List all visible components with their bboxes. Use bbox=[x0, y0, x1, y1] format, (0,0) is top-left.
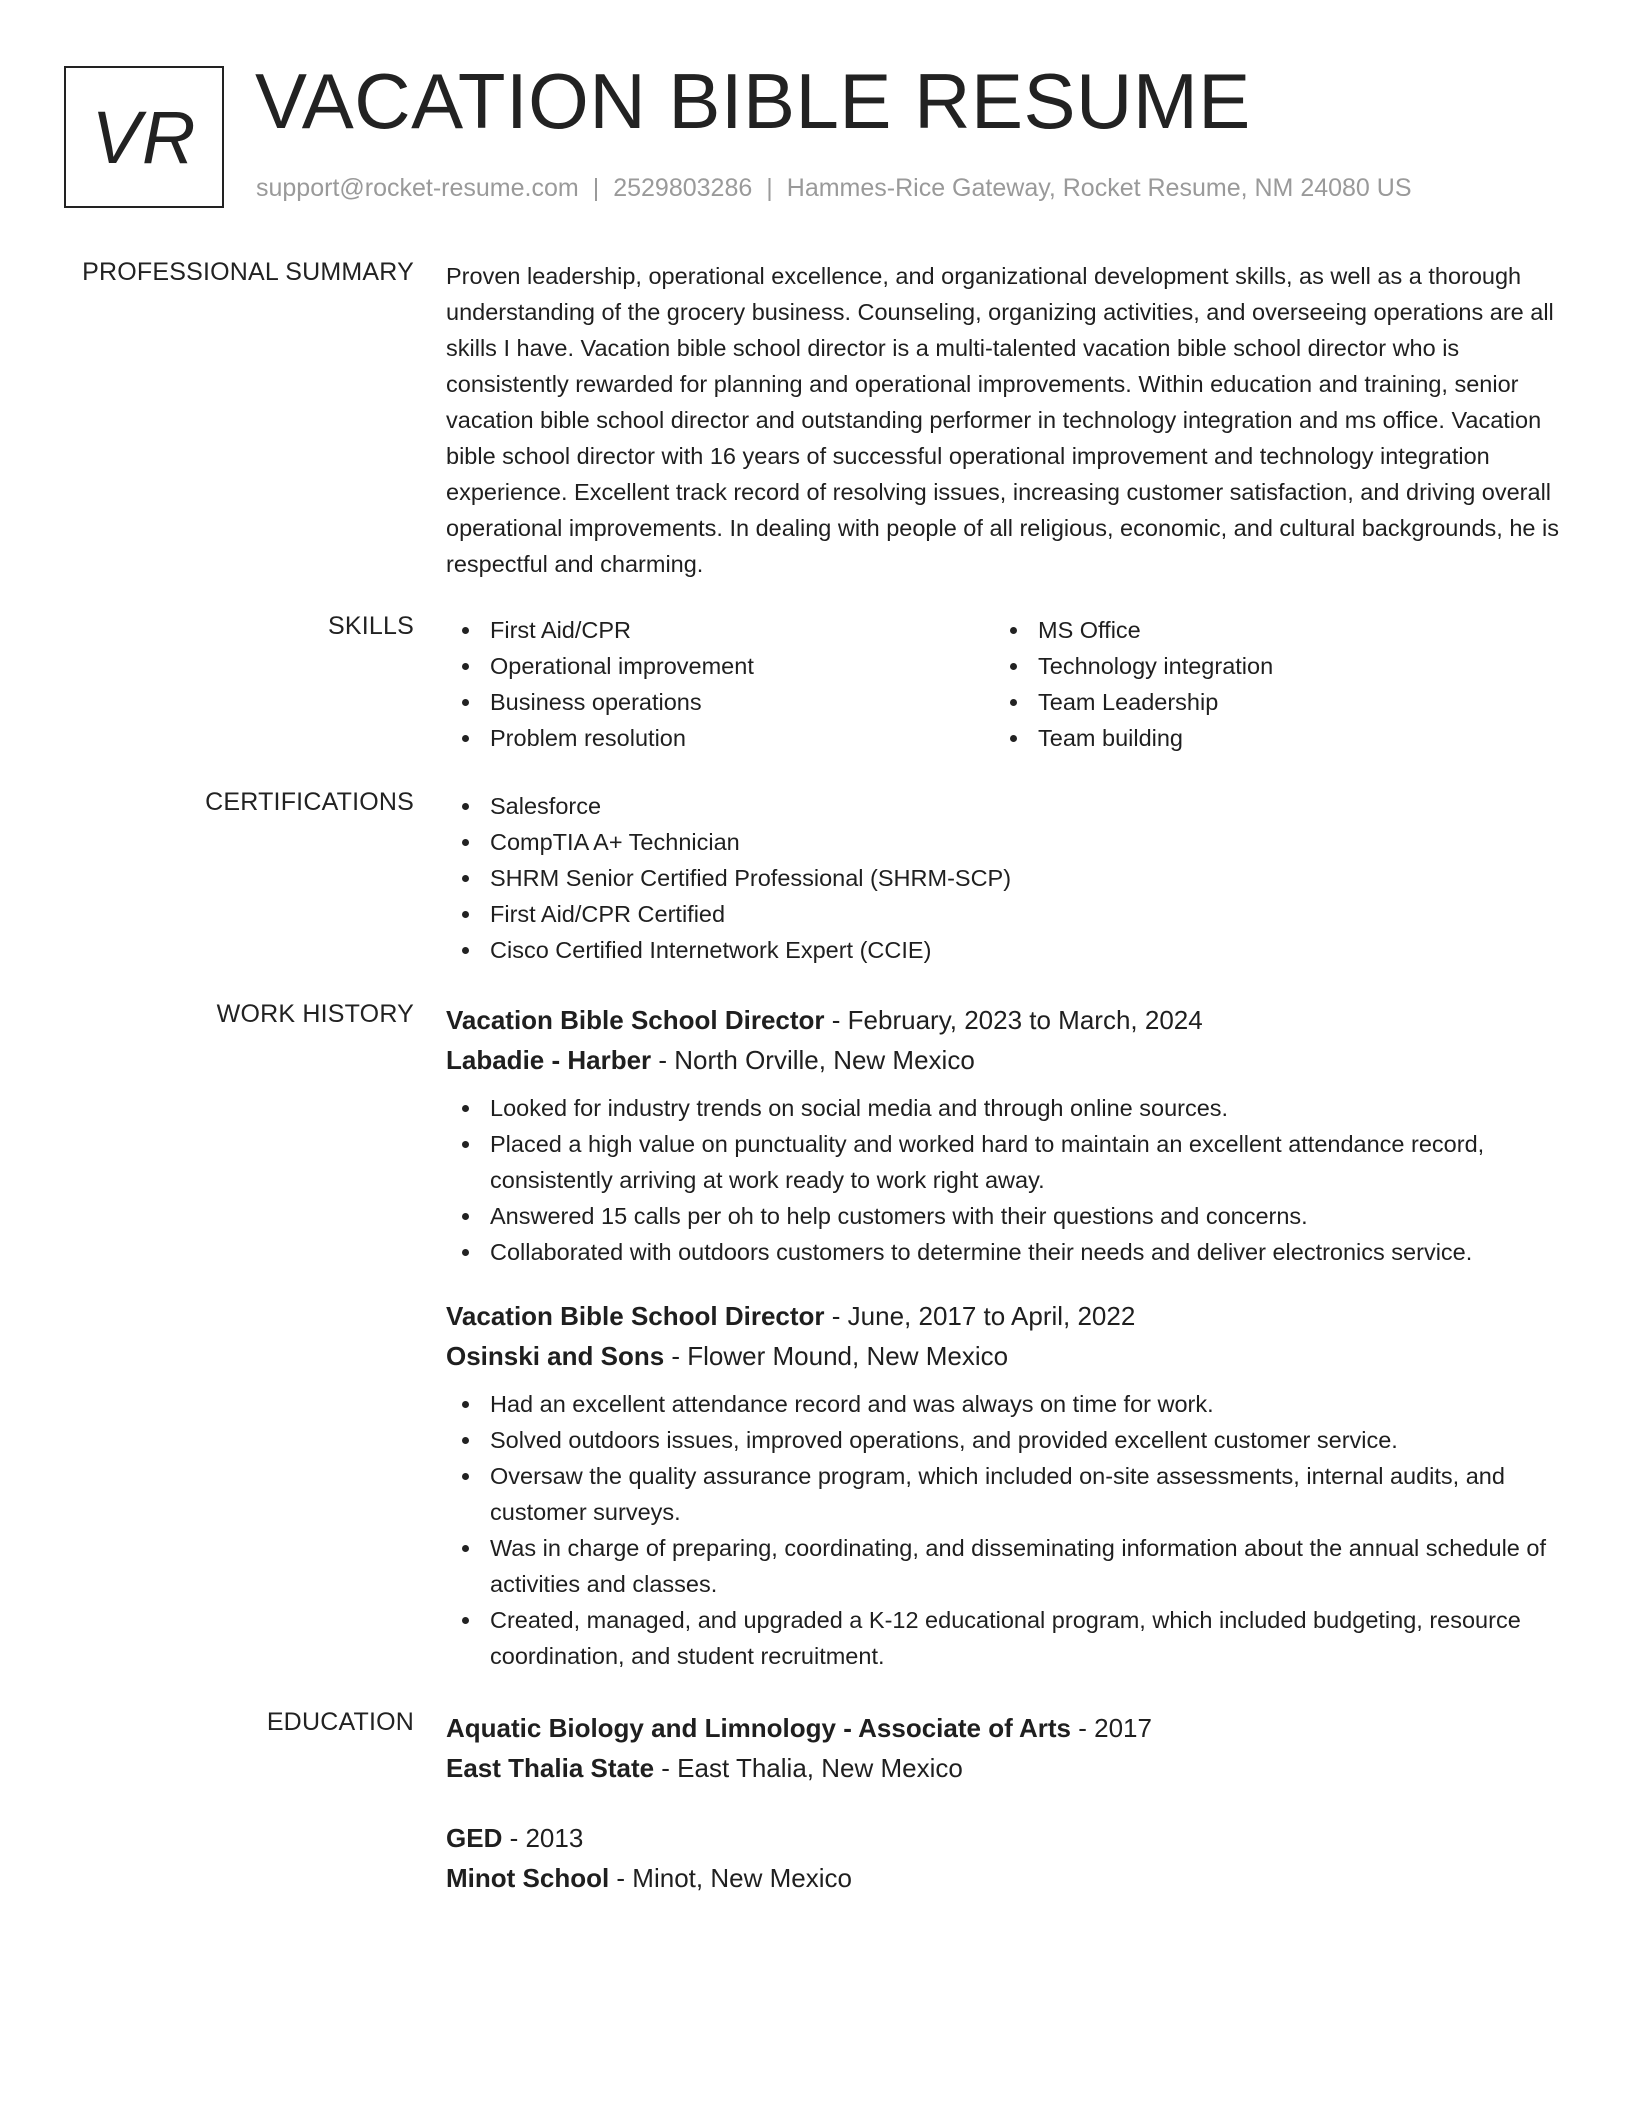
education-year: - 2013 bbox=[502, 1823, 584, 1853]
job-dates: - February, 2023 to March, 2024 bbox=[824, 1005, 1203, 1035]
certification-item: Cisco Certified Internetwork Expert (CCIE) bbox=[446, 932, 1566, 968]
job-entry bbox=[446, 1296, 1566, 1674]
education-location: - Minot, New Mexico bbox=[609, 1863, 852, 1893]
education-content bbox=[446, 1708, 1566, 1898]
job-location: - Flower Mound, New Mexico bbox=[664, 1341, 1009, 1371]
skill-item: Team building bbox=[994, 720, 1542, 756]
contact-phone[interactable]: 2529803286 bbox=[613, 174, 753, 202]
contact-email[interactable]: support@rocket-resume.com bbox=[256, 174, 579, 202]
contact-separator: | bbox=[766, 174, 773, 202]
education-school-line bbox=[446, 1858, 1566, 1898]
education-school: Minot School bbox=[446, 1863, 610, 1893]
skill-item: Technology integration bbox=[994, 648, 1542, 684]
certification-item: SHRM Senior Certified Professional (SHRM-SCP) bbox=[446, 860, 1566, 896]
education-heading bbox=[446, 1818, 1566, 1858]
job-heading bbox=[446, 1296, 1566, 1336]
job-duty: Answered 15 calls per oh to help customers with their questions and concerns. bbox=[446, 1198, 1566, 1234]
job-duty: Oversaw the quality assurance program, which included on-site assessments, internal audits, and customer surveys. bbox=[446, 1458, 1566, 1530]
education-entry bbox=[446, 1708, 1566, 1788]
skill-item: Operational improvement bbox=[446, 648, 994, 684]
education-school: East Thalia State bbox=[446, 1753, 655, 1783]
contact-separator: | bbox=[592, 174, 600, 202]
certification-item: First Aid/CPR Certified bbox=[446, 896, 1566, 932]
skills-column-2 bbox=[994, 612, 1542, 756]
section-label-education: EDUCATION bbox=[266, 1708, 414, 1736]
job-company: Labadie - Harber bbox=[446, 1045, 652, 1075]
skill-item: Problem resolution bbox=[446, 720, 994, 756]
job-duty: Was in charge of preparing, coordinating, and disseminating information about the annual schedule of activities and classes. bbox=[446, 1530, 1566, 1602]
job-entry bbox=[446, 1000, 1566, 1270]
job-duty: Created, managed, and upgraded a K-12 educational program, which included budgeting, resource coordination, and student recruitment. bbox=[446, 1602, 1566, 1674]
job-duty: Solved outdoors issues, improved operations, and provided excellent customer service. bbox=[446, 1422, 1566, 1458]
job-duty: Placed a high value on punctuality and worked hard to maintain an excellent attendance record, consistently arriving at work ready to work right away. bbox=[446, 1126, 1566, 1198]
resume-name: VACATION BIBLE RESUME bbox=[255, 57, 1251, 145]
certification-item: CompTIA A+ Technician bbox=[446, 824, 1566, 860]
job-duty: Looked for industry trends on social media and through online sources. bbox=[446, 1090, 1566, 1126]
job-employer-line bbox=[446, 1336, 1566, 1376]
education-degree: Aquatic Biology and Limnology - Associate of Arts bbox=[446, 1713, 1072, 1743]
job-duty: Had an excellent attendance record and was always on time for work. bbox=[446, 1386, 1566, 1422]
job-location: - North Orville, New Mexico bbox=[651, 1045, 975, 1075]
skills-grid bbox=[446, 612, 1566, 756]
job-duties-list bbox=[446, 1090, 1566, 1270]
monogram-box bbox=[64, 66, 224, 208]
certification-item: Salesforce bbox=[446, 788, 1566, 824]
education-entry bbox=[446, 1818, 1566, 1898]
section-label-skills: SKILLS bbox=[328, 612, 414, 640]
summary-text: Proven leadership, operational excellence, and organizational development skills, as well as a thorough understanding of the grocery business. Counseling, organizing activities, and overseeing operations are all skills I have. Vacation bible school director is a multi-talented vacation bible school director who is consistently rewarded for planning and operational improvements. Within education and training, senior vacation bible school director and outstanding performer in technology integration and ms office. Vacation bible school director with 16 years of successful operational improvement and technology integration experience. Excellent track record of resolving issues, increasing customer satisfaction, and driving overall operational improvements. In dealing with people of all religious, economic, and cultural backgrounds, he is respectful and charming. bbox=[446, 263, 1559, 577]
job-title: Vacation Bible School Director bbox=[446, 1301, 825, 1331]
education-degree: GED bbox=[446, 1823, 503, 1853]
skills-column-1 bbox=[446, 612, 994, 756]
monogram-initials: VR bbox=[91, 95, 197, 179]
job-employer-line bbox=[446, 1040, 1566, 1080]
job-dates: - June, 2017 to April, 2022 bbox=[824, 1301, 1136, 1331]
contact-address: Hammes-Rice Gateway, Rocket Resume, NM 24080 US bbox=[786, 174, 1412, 202]
job-title: Vacation Bible School Director bbox=[446, 1005, 825, 1035]
section-label-certifications: CERTIFICATIONS bbox=[205, 788, 414, 816]
skill-item: First Aid/CPR bbox=[446, 612, 994, 648]
section-label-summary: PROFESSIONAL SUMMARY bbox=[82, 258, 414, 286]
certifications-list bbox=[446, 788, 1566, 968]
education-school-line bbox=[446, 1748, 1566, 1788]
job-duty: Collaborated with outdoors customers to determine their needs and deliver electronics service. bbox=[446, 1234, 1566, 1270]
summary-content bbox=[446, 258, 1566, 582]
skill-item: Business operations bbox=[446, 684, 994, 720]
skill-item: Team Leadership bbox=[994, 684, 1542, 720]
education-year: - 2017 bbox=[1071, 1713, 1152, 1743]
job-company: Osinski and Sons bbox=[446, 1341, 665, 1371]
skill-item: MS Office bbox=[994, 612, 1542, 648]
job-duties-list bbox=[446, 1386, 1566, 1674]
certifications-content bbox=[446, 788, 1566, 968]
contact-line bbox=[256, 174, 1412, 203]
work-history-content bbox=[446, 1000, 1566, 1674]
job-heading bbox=[446, 1000, 1566, 1040]
education-location: - East Thalia, New Mexico bbox=[654, 1753, 963, 1783]
education-heading bbox=[446, 1708, 1566, 1748]
section-label-work-history: WORK HISTORY bbox=[216, 1000, 414, 1028]
